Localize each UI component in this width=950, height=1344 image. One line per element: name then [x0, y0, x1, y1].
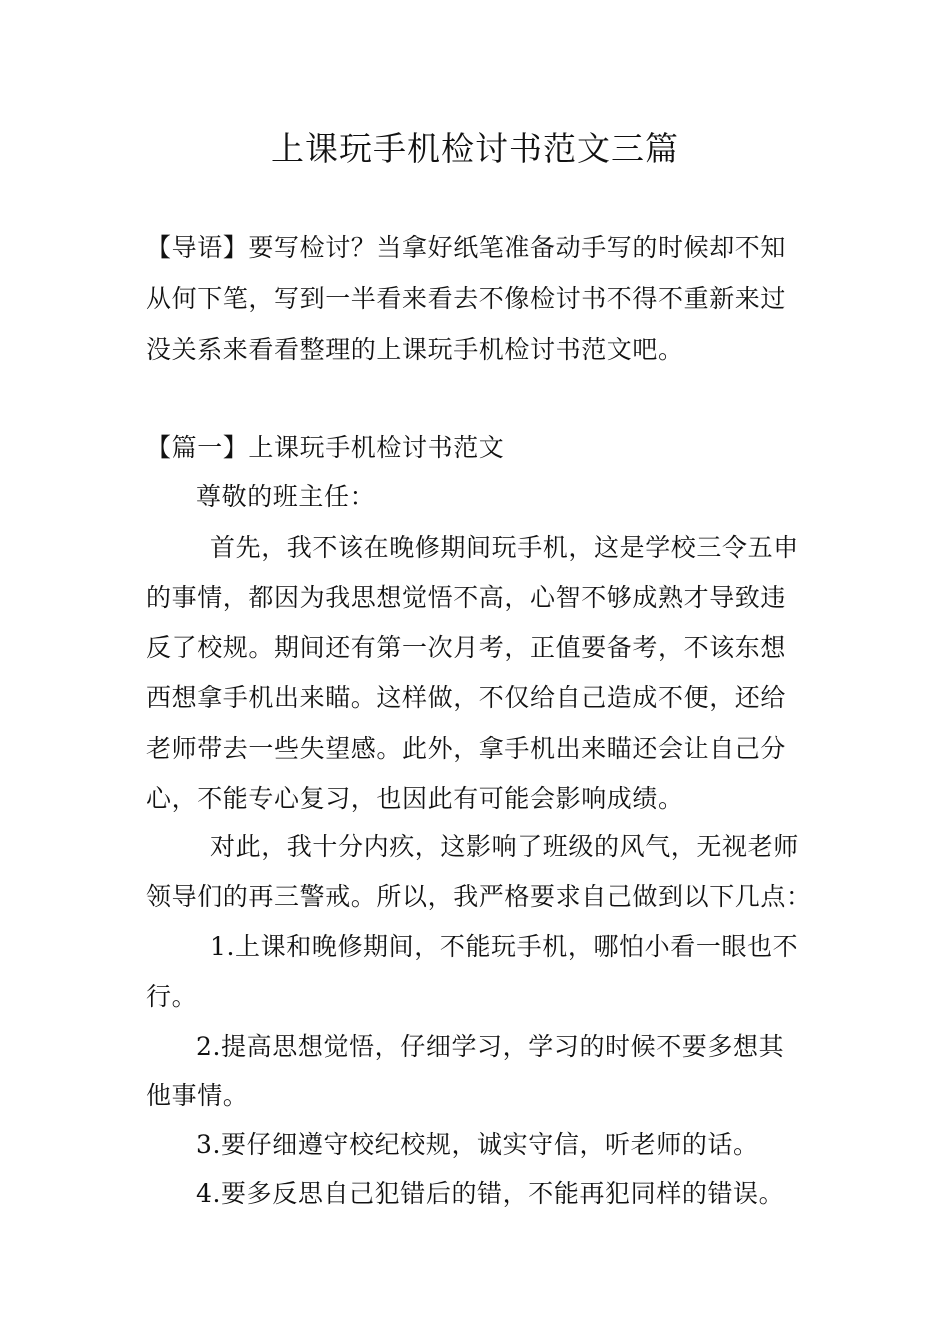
salutation: 尊敬的班主任： [196, 482, 376, 511]
paragraph-1-line-3: 反了校规。期间还有第一次月考，正值要备考，不该东想 [146, 633, 787, 662]
paragraph-1-line-5: 老师带去一些失望感。此外，拿手机出来瞄还会让自己分 [146, 734, 787, 763]
list-item-4: 4.要多反思自己犯错后的错，不能再犯同样的错误。 [196, 1179, 785, 1208]
intro-line-2: 从何下笔，写到一半看来看去不像检讨书不得不重新来过 [146, 284, 787, 313]
paragraph-1-line-4: 西想拿手机出来瞄。这样做，不仅给自己造成不便，还给 [146, 683, 787, 712]
paragraph-2-line-1: 对此，我十分内疚，这影响了班级的风气，无视老师 [210, 832, 799, 861]
document-title: 上课玩手机检讨书范文三篇 [271, 129, 679, 168]
intro-line-3: 没关系来看看整理的上课玩手机检讨书范文吧。 [146, 335, 684, 364]
list-item-3: 3.要仔细遵守校纪校规，诚实守信，听老师的话。 [196, 1130, 759, 1159]
intro-line-1: 【导语】要写检讨？当拿好纸笔准备动手写的时候却不知 [146, 233, 787, 262]
list-item-2-line-2: 他事情。 [146, 1081, 249, 1110]
paragraph-1-line-6: 心，不能专心复习，也因此有可能会影响成绩。 [146, 784, 684, 813]
list-item-1-line-1: 1.上课和晚修期间，不能玩手机，哪怕小看一眼也不 [210, 932, 799, 961]
paragraph-1-line-2: 的事情，都因为我思想觉悟不高，心智不够成熟才导致违 [146, 583, 787, 612]
list-item-2-line-1: 2.提高思想觉悟，仔细学习，学习的时候不要多想其 [196, 1032, 785, 1061]
paragraph-2-line-2: 领导们的再三警戒。所以，我严格要求自己做到以下几点： [146, 882, 812, 911]
section-heading: 【篇一】上课玩手机检讨书范文 [146, 433, 505, 462]
paragraph-1-line-1: 首先，我不该在晚修期间玩手机，这是学校三令五申 [210, 533, 799, 562]
list-item-1-line-2: 行。 [146, 982, 198, 1011]
